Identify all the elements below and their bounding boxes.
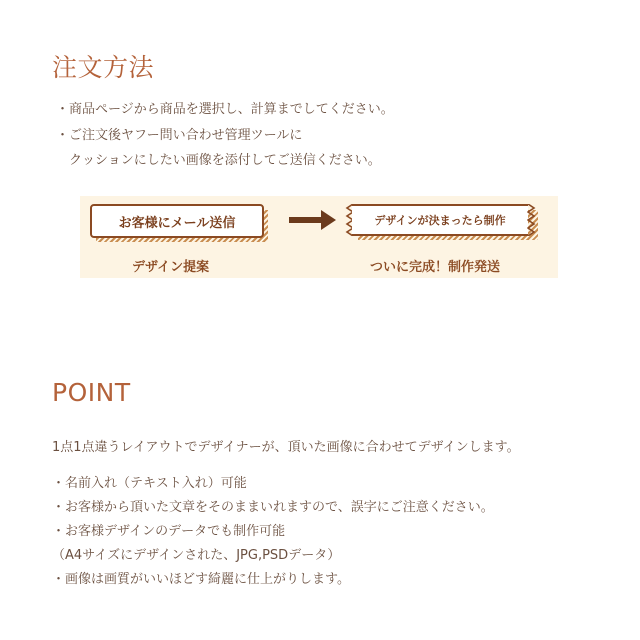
order-method-title: 注文方法 bbox=[52, 53, 155, 82]
zigzag-right-edge bbox=[527, 204, 536, 236]
order-line-1: ・商品ページから商品を選択し、計算までしてください。 bbox=[56, 102, 394, 117]
right-arrow-icon bbox=[289, 209, 337, 231]
point-line-1: ・名前入れ（テキスト入れ）可能 bbox=[52, 476, 247, 491]
order-line-3: クッションにしたい画像を添付してご送信ください。 bbox=[56, 153, 381, 168]
point-line-3: ・お客様デザインのデータでも制作可能 bbox=[52, 524, 286, 539]
step2-box bbox=[352, 204, 542, 240]
order-flow-banner bbox=[80, 196, 558, 278]
step1-box bbox=[90, 204, 268, 240]
step1-caption: デザイン提案 bbox=[132, 260, 210, 275]
step1-label: お客様にメール送信 bbox=[90, 204, 264, 238]
order-line-2: ・ご注文後ヤフー問い合わせ管理ツールに bbox=[56, 128, 303, 143]
point-title: POINT bbox=[52, 378, 131, 407]
point-intro: 1点1点違うレイアウトでデザイナーが、頂いた画像に合わせてデザインします。 bbox=[52, 440, 520, 455]
point-line-2: ・お客様から頂いた文章をそのままいれますので、誤字にご注意ください。 bbox=[52, 500, 494, 515]
step2-caption: ついに完成！制作発送 bbox=[370, 260, 501, 275]
point-line-4: （A4サイズにデザインされた、JPG,PSDデータ） bbox=[52, 548, 341, 563]
step2-label: デザインが決まったら制作 bbox=[352, 204, 528, 236]
point-line-5: ・画像は画質がいいほどす綺麗に仕上がりします。 bbox=[52, 572, 350, 587]
